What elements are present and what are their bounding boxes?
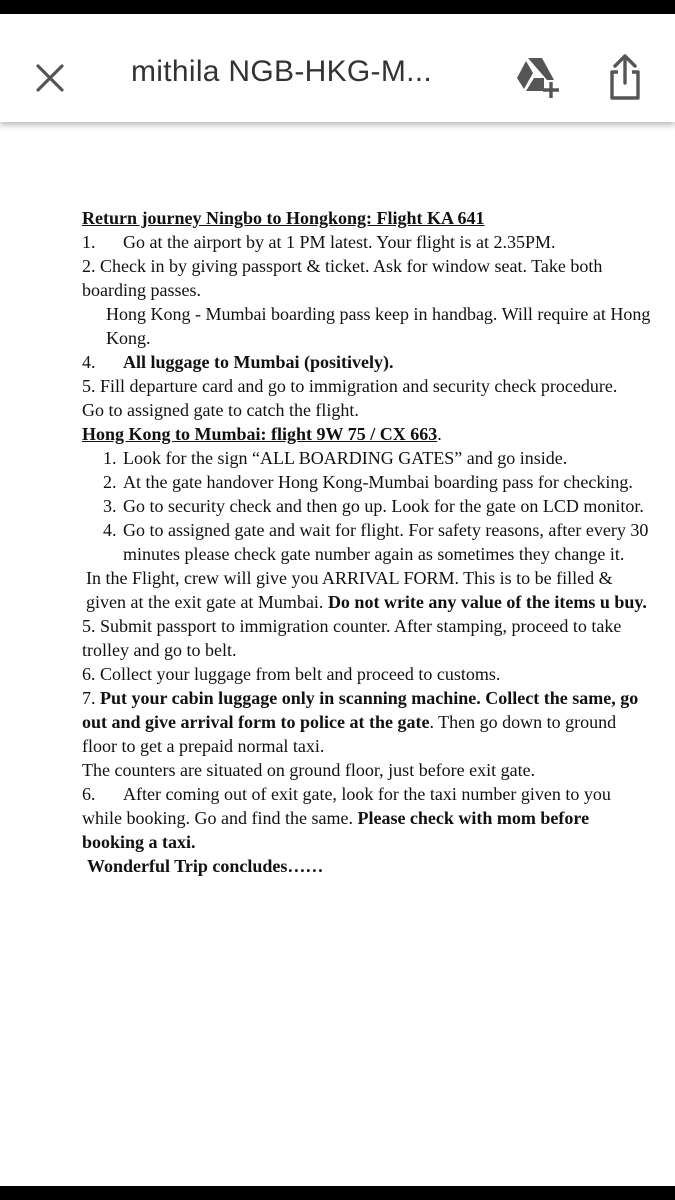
add-to-drive-icon <box>514 54 560 100</box>
closing-line: Wonderful Trip concludes…… <box>87 856 324 876</box>
heading-period: . <box>437 424 442 444</box>
boarding-pass-note: Hong Kong - Mumbai boarding pass keep in handbag. Will require at Hong Kong. <box>106 304 651 348</box>
list-text: Go to assigned gate and wait for flight. For safety reasons, after every 30 minutes please check gate number again as sometimes they change it. <box>123 520 649 564</box>
list-number: 4. <box>103 520 117 540</box>
list-text: Look for the sign “ALL BOARDING GATES” and go inside. <box>123 448 568 468</box>
paragraph-text: In the Flight, crew will give you ARRIVAL FORM. This is to be filled & given at the exit gate at Mumbai. <box>86 568 613 612</box>
step-4 <box>82 350 652 374</box>
section-heading-ningbo: Return journey Ningbo to Hongkong: Flight KA 641 <box>82 208 485 228</box>
para-bold: Put your cabin luggage only in scanning machine. Collect the same, go out and give arrival form to police at the gate <box>82 688 639 732</box>
close-button[interactable] <box>28 56 72 100</box>
step-5: 5. Fill departure card and go to immigration and security check procedure. <box>82 376 618 396</box>
step-1 <box>82 230 652 254</box>
section-heading-hongkong <box>82 422 652 446</box>
para-6: 6. Collect your luggage from belt and proceed to customs. <box>82 664 501 684</box>
step-text: Go at the airport by at 1 PM latest. Your flight is at 2.35PM. <box>123 232 556 252</box>
para-number: 7. <box>82 688 96 708</box>
paragraph-bold: Do not write any value of the items u buy. <box>327 592 647 612</box>
numbered-list <box>82 446 652 566</box>
arrival-form-paragraph <box>82 566 652 614</box>
step-text: All luggage to Mumbai (positively). <box>123 352 394 372</box>
list-number: 2. <box>103 472 117 492</box>
step-number: 4. <box>82 352 96 372</box>
list-item <box>103 446 652 470</box>
list-item <box>103 470 652 494</box>
list-item <box>103 494 652 518</box>
step-number: 1. <box>82 232 96 252</box>
list-item <box>103 518 652 566</box>
heading-text: Hong Kong to Mumbai: flight 9W 75 / CX 663 <box>82 424 438 444</box>
share-button[interactable] <box>602 52 648 102</box>
close-icon <box>35 63 65 93</box>
para-number: 6. <box>82 784 96 804</box>
app-bar <box>0 14 675 122</box>
para-text: . Then go down to ground floor to get a prepaid normal taxi. <box>82 712 617 756</box>
list-number: 3. <box>103 496 117 516</box>
step-5-continued: Go to assigned gate to catch the flight. <box>82 400 359 420</box>
bottom-bar <box>0 1186 675 1200</box>
status-bar <box>0 0 675 14</box>
para-text: After coming out of exit gate, look for the taxi number given to you while booking. Go and find the same. <box>82 784 611 828</box>
document-page <box>82 206 652 878</box>
list-text: Go to security check and then go up. Look for the gate on LCD monitor. <box>123 496 644 516</box>
document-title: mithila NGB-HKG-M... <box>131 55 433 88</box>
para-6b <box>82 782 652 854</box>
list-text: At the gate handover Hong Kong-Mumbai boarding pass for checking. <box>123 472 633 492</box>
share-icon <box>602 52 648 102</box>
step-2: 2. Check in by giving passport & ticket. Ask for window seat. Take both boarding passes. <box>82 256 603 300</box>
counters-note: The counters are situated on ground floor, just before exit gate. <box>82 760 536 780</box>
para-5: 5. Submit passport to immigration counter. After stamping, proceed to take trolley and go to belt. <box>82 616 622 660</box>
para-bold: Please check with mom before booking a taxi. <box>82 808 590 852</box>
add-to-drive-button[interactable] <box>514 54 560 100</box>
list-number: 1. <box>103 448 117 468</box>
para-7 <box>82 686 652 758</box>
